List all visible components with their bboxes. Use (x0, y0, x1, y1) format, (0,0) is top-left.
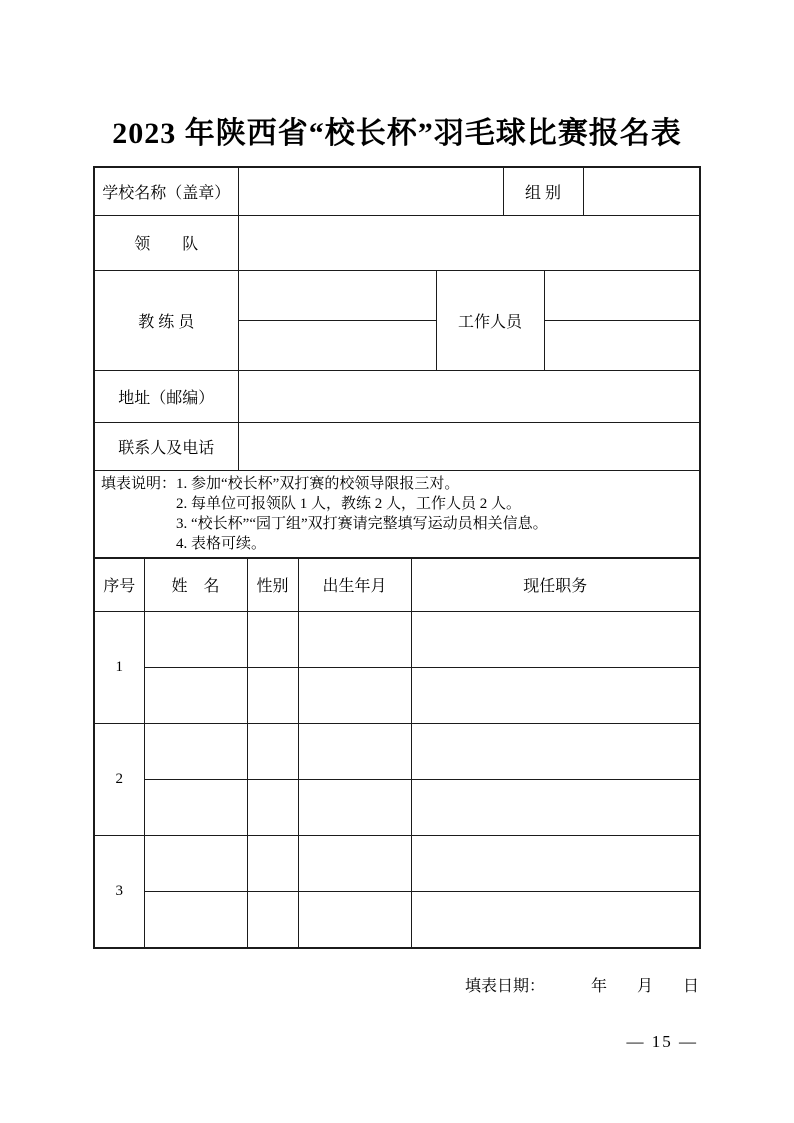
position-cell (411, 892, 700, 948)
position-cell (411, 612, 700, 668)
address-label: 地址（邮编） (94, 370, 238, 422)
info-table (93, 166, 701, 559)
birth-date-cell (298, 668, 411, 724)
contact-label: 联系人及电话 (94, 422, 238, 470)
position-cell (411, 724, 700, 780)
staff-value-cell-2 (544, 320, 700, 370)
gender-cell (247, 836, 298, 892)
instructions-list (176, 474, 548, 554)
year-label: 年 (590, 977, 607, 995)
header-current-position: 现任职务 (411, 558, 700, 612)
birth-date-cell (298, 612, 411, 668)
athletes-header-row (94, 558, 700, 612)
fill-date-line (93, 973, 699, 996)
header-birth-date: 出生年月 (298, 558, 411, 612)
group-value-cell (583, 167, 700, 215)
month-label: 月 (636, 977, 653, 995)
gender-cell (247, 892, 298, 948)
address-value-cell (238, 370, 700, 422)
coach-label: 教 练 员 (94, 270, 238, 370)
team-leader-value-cell (238, 215, 700, 270)
gender-cell (247, 668, 298, 724)
contact-value-cell (238, 422, 700, 470)
header-name: 姓 名 (144, 558, 247, 612)
gender-cell (247, 780, 298, 836)
birth-date-cell (298, 836, 411, 892)
birth-date-cell (298, 892, 411, 948)
position-cell (411, 836, 700, 892)
table-row (94, 668, 700, 724)
coach-value-cell-1 (238, 270, 436, 320)
name-cell (144, 612, 247, 668)
coach-value-cell-2 (238, 320, 436, 370)
row-number: 1 (94, 612, 144, 724)
table-row (94, 892, 700, 948)
day-label: 日 (682, 977, 699, 995)
table-row (94, 612, 700, 668)
name-cell (144, 668, 247, 724)
instructions-prefix: 填表说明： (101, 475, 177, 492)
name-cell (144, 836, 247, 892)
school-name-value-cell (238, 167, 503, 215)
header-serial-number: 序号 (94, 558, 144, 612)
school-name-label: 学校名称（盖章） (94, 167, 238, 215)
instruction-item: 4. 表格可续。 (176, 535, 267, 552)
staff-label: 工作人员 (436, 270, 544, 370)
table-row (94, 724, 700, 780)
position-cell (411, 780, 700, 836)
name-cell (144, 892, 247, 948)
staff-value-cell-1 (544, 270, 700, 320)
instructions-cell (94, 470, 700, 558)
group-label: 组 别 (503, 167, 583, 215)
table-row (94, 780, 700, 836)
gender-cell (247, 612, 298, 668)
form-body (93, 166, 699, 949)
position-cell (411, 668, 700, 724)
instruction-item: 1. 参加“校长杯”双打赛的校领导限报三对。 (176, 475, 460, 492)
instruction-item: 3. “校长杯”“园丁组”双打赛请完整填写运动员相关信息。 (176, 515, 548, 532)
athletes-table (93, 557, 701, 949)
table-row (94, 836, 700, 892)
fill-date-label: 填表日期： (464, 977, 545, 995)
row-number: 3 (94, 836, 144, 948)
form-title: 2023 年陕西省“校长杯”羽毛球比赛报名表 (112, 117, 682, 150)
name-cell (144, 780, 247, 836)
team-leader-label: 领 队 (94, 215, 238, 270)
instruction-item: 2. 每单位可报领队 1 人，教练 2 人，工作人员 2 人。 (176, 495, 522, 512)
header-gender: 性别 (247, 558, 298, 612)
page-number: — 15 — (626, 1031, 698, 1051)
name-cell (144, 724, 247, 780)
birth-date-cell (298, 724, 411, 780)
gender-cell (247, 724, 298, 780)
row-number: 2 (94, 724, 144, 836)
birth-date-cell (298, 780, 411, 836)
